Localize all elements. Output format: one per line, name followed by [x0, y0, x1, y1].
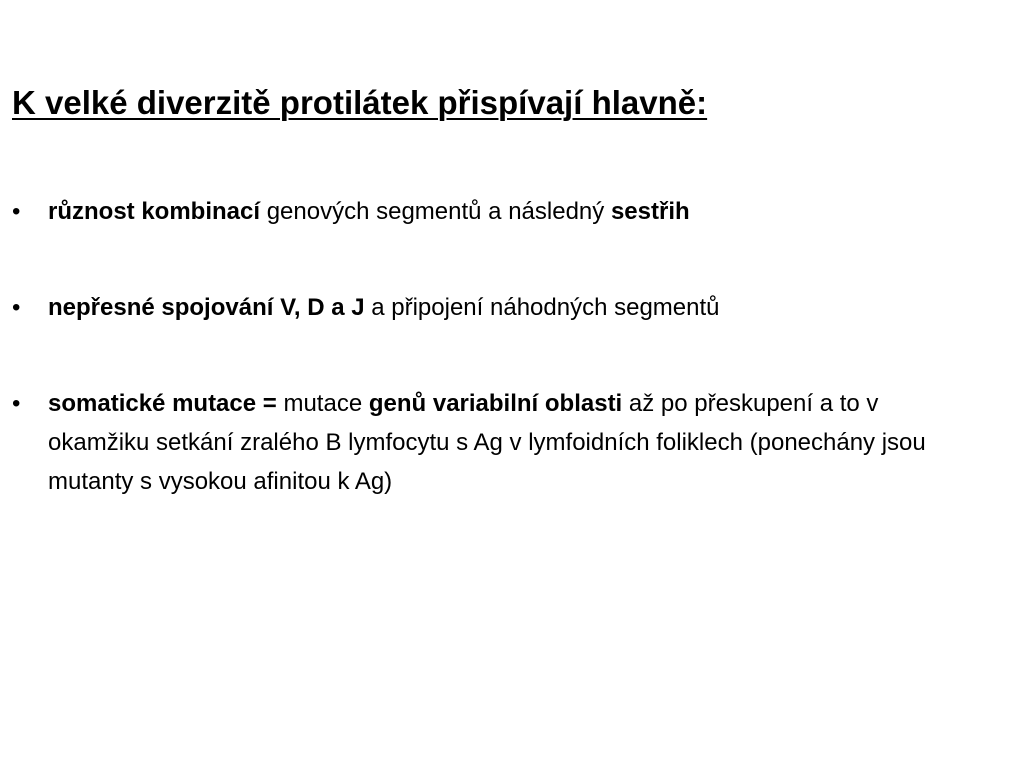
bullet-2-text: a připojení náhodných segmentů: [364, 294, 720, 321]
bullet-1-text: genových segmentů a následný: [260, 198, 611, 225]
bullet-icon: •: [12, 294, 21, 321]
bullet-2-term: nepřesné spojování V, D a J: [48, 294, 365, 321]
bullet-item-combinations: [12, 192, 962, 231]
slide-title: K velké diverzitě protilátek přispívají hlavně:: [12, 84, 708, 121]
bullet-icon: •: [12, 198, 21, 225]
bullet-item-junctions: [12, 288, 962, 327]
bullet-3-term: somatické mutace =: [48, 390, 277, 417]
bullet-3-term-2: genů variabilní oblasti: [368, 390, 623, 417]
bullet-3-text: mutace: [276, 390, 369, 417]
bullet-item-somatic-mutations: [12, 384, 962, 501]
bullet-1-term-2: sestřih: [610, 198, 690, 225]
bullet-icon: •: [12, 390, 21, 417]
bullet-1-term: různost kombinací: [48, 198, 261, 225]
bullet-list: [12, 192, 962, 501]
bullet-3-text-2: až po přeskupení a to v okamžiku setkání zralého B lymfocytu s Ag v lymfoidních foliklech (ponechány jsou mutanty s vysokou afinitou k Ag): [48, 390, 926, 495]
